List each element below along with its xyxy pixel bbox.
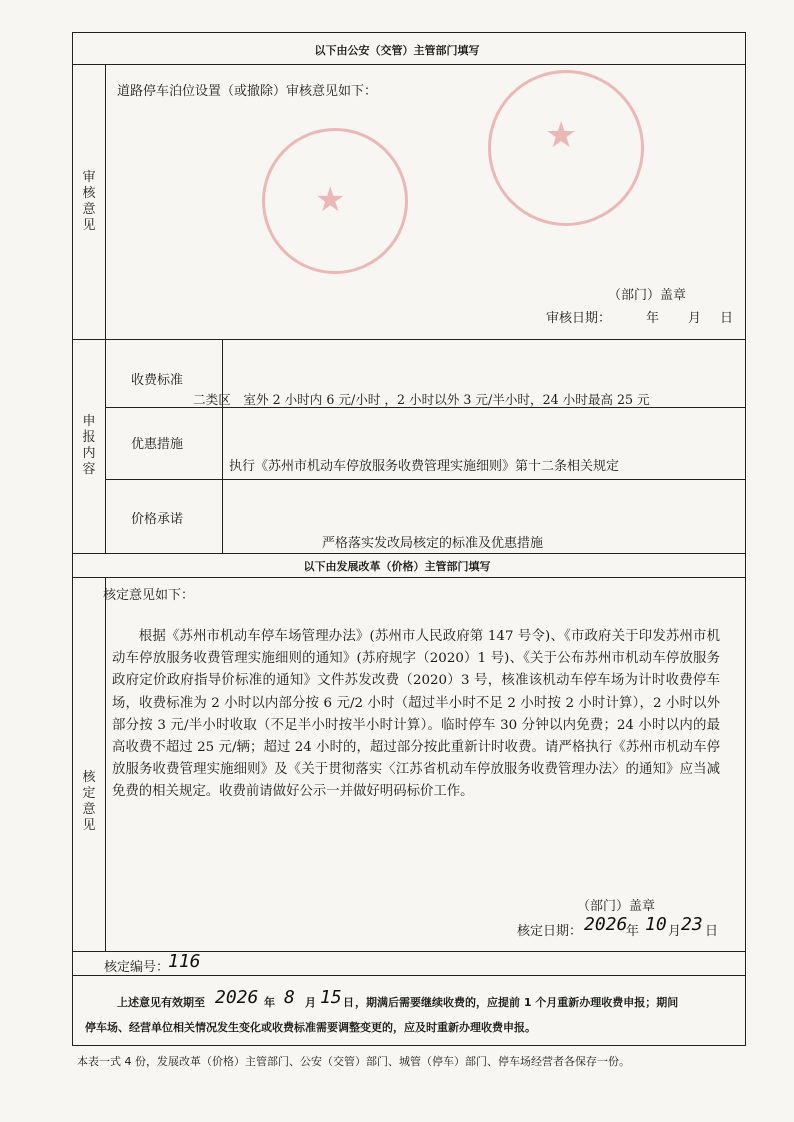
police-section-header: 以下由公安（交管）主管部门填写 [314, 44, 480, 57]
validity-line2: 停车场、经营单位相关情况发生变化或收费标准需要调整变更的，应及时重新办理收费申报。 [85, 1021, 536, 1034]
police-date-day: 日 [720, 311, 734, 326]
price-commitment-label: 价格承诺 [131, 512, 184, 527]
rule [72, 975, 746, 976]
fee-standard-label: 收费标准 [131, 373, 184, 388]
approval-date-day: 日 [705, 924, 719, 939]
rule [105, 64, 106, 553]
approval-opinion-side-label: 核定意见 [82, 770, 96, 833]
approval-number-label: 核定编号： [104, 960, 170, 975]
fee-standard-value: 二类区 室外 2 小时内 6 元/小时 ，2 小时以外 3 元/半小时，24 小时最高 25 元 [193, 392, 650, 407]
police-date-year: 年 [646, 311, 660, 326]
police-date-label: 审核日期： [546, 311, 612, 326]
approval-date-year: 年 [626, 924, 640, 939]
discount-value: 执行《苏州市机动车停放服务收费管理实施细则》第十二条相关规定 [229, 459, 620, 474]
review-opinion-side-label: 审核意见 [82, 170, 96, 233]
approval-number-handwritten: 116 [168, 951, 201, 972]
approval-date-month-handwritten: 10 [645, 914, 667, 935]
rule [72, 577, 746, 578]
approval-date-label: 核定日期： [517, 924, 583, 939]
rule [105, 577, 106, 951]
footnote: 本表一式 4 份，发展改革（价格）主管部门、公安（交管）部门、城管（停车）部门、停车场经营者各保存一份。 [77, 1055, 630, 1068]
price-section-header: 以下由发展改革（价格）主管部门填写 [303, 560, 491, 573]
validity-suffix: ，期满后需要继续收费的，应提前 1 个月重新办理收费申报；期间 [355, 996, 679, 1009]
discount-label: 优惠措施 [131, 437, 184, 452]
valid-month-char: 月 [305, 996, 316, 1009]
approval-date-month: 月 [668, 924, 682, 939]
rule [72, 339, 746, 340]
approval-paragraph: 根据《苏州市机动车停车场管理办法》(苏州市人民政府第 147 号令)、《市政府关于印发苏州市机动车停放服务收费管理实施细则的通知》(苏府规字（2020）1 号)、《关于公布苏州市机动车停放服务政府定价政府指导价标准的通知》文件苏发改费（2020）3 号，核准该机动车停车场为计时收费停车场，收费标准为 2 小时以内部分按 6 元/2 小时（超过半小时不足 2 小时按 2 小时计算），2 小时以外部分按 3 元/半小时收取（不足半小时按半小时计算）。临时停车 30 分钟以内免费；24 小时以内的最高收费不超过 25 元/辆；超过 24 小时的，超过部分按此重新计时收费。请严格执行《苏州市机动车停放服务收费管理实施细则》及《关于贯彻落实〈江苏省机动车停放服务收费管理办法〉的通知》应当减免费的相关规定。收费前请做好公示一并做好明码标价工作。 [112, 629, 720, 800]
rule [72, 64, 746, 65]
validity-prefix: 上述意见有效期至 [117, 996, 205, 1009]
police-date-month: 月 [688, 311, 702, 326]
price-opinion-intro: 核定意见如下： [103, 588, 195, 603]
valid-day-handwritten: 15 [320, 987, 342, 1008]
star-icon: ★ [315, 180, 346, 220]
price-stamp-label: （部门）盖章 [577, 899, 656, 914]
approval-date-day-handwritten: 23 [681, 914, 703, 935]
rule [72, 553, 746, 554]
valid-month-handwritten: 8 [284, 987, 295, 1008]
police-opinion-intro: 道路停车泊位设置（或撤除）审核意见如下： [117, 84, 378, 99]
valid-year-char: 年 [264, 996, 275, 1009]
star-icon-2: ★ [545, 115, 578, 156]
rule [222, 339, 223, 553]
valid-year-handwritten: 2026 [215, 987, 259, 1008]
price-commitment-value: 严格落实发改局核定的标准及优惠措施 [322, 536, 544, 551]
rule [105, 479, 746, 480]
valid-day-char: 日 [343, 996, 354, 1009]
application-side-label: 申报内容 [82, 414, 96, 477]
approval-date-year-handwritten: 2026 [584, 914, 628, 935]
police-stamp-label: （部门）盖章 [608, 288, 687, 303]
